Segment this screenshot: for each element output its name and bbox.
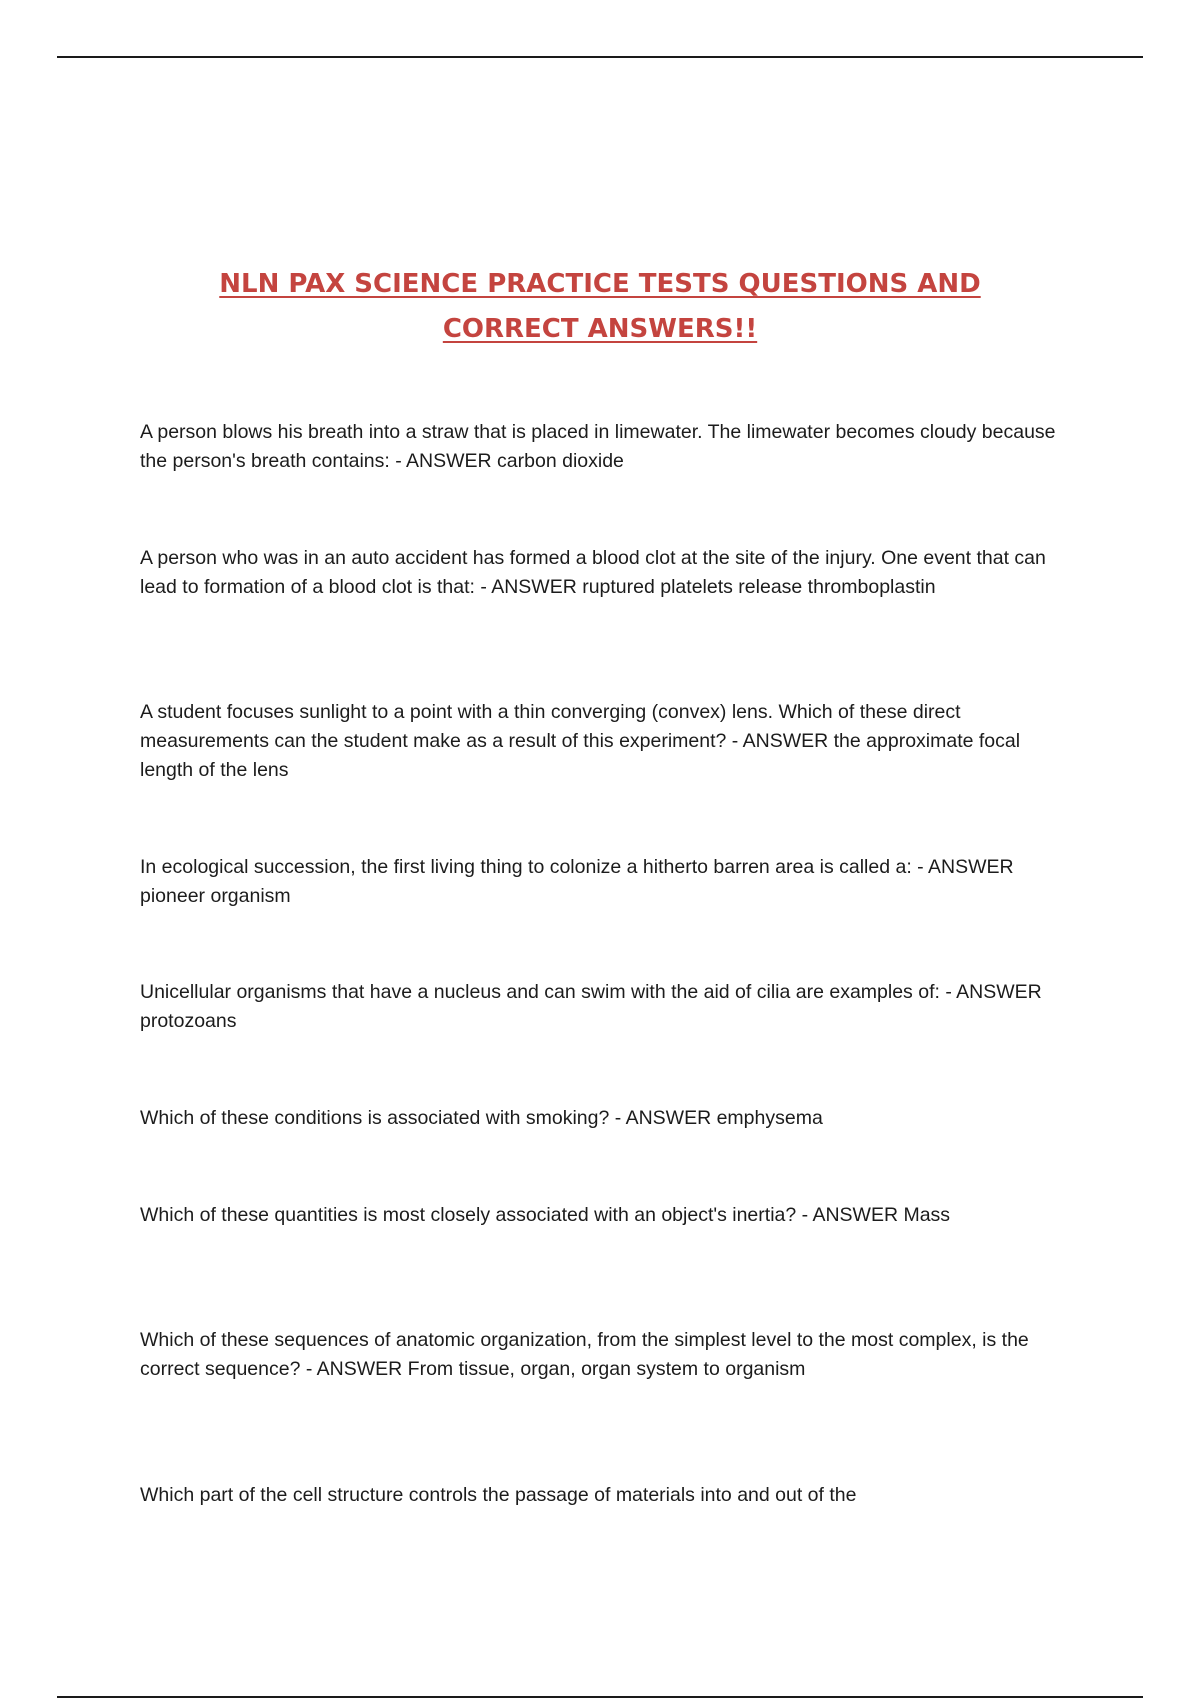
qa-item: Which part of the cell structure controls the passage of materials into and out of the [140,1484,857,1506]
qa-item: Unicellular organisms that have a nucleus and can swim with the aid of cilia are examples of: - ANSWER protozoans [140,981,1042,1032]
title-line-2: CORRECT ANSWERS!! [442,314,758,344]
qa-item: A person who was in an auto accident has formed a blood clot at the site of the injury. One event that can lead to formation of a blood clot is that: - ANSWER ruptured platelets release thromboplastin [140,547,1046,598]
qa-item: Which of these conditions is associated with smoking? - ANSWER emphysema [140,1107,823,1129]
qa-item: Which of these quantities is most closely associated with an object's inertia? - ANSWER Mass [140,1204,951,1226]
title-line-1: NLN PAX SCIENCE PRACTICE TESTS QUESTIONS AND [219,269,981,299]
question-answer-list [140,0,1070,1700]
qa-item: A person blows his breath into a straw that is placed in limewater. The limewater becomes cloudy because the person's breath contains: - ANSWER carbon dioxide [140,421,1056,472]
qa-item: In ecological succession, the first living thing to colonize a hitherto barren area is called a: - ANSWER pioneer organism [140,856,1014,907]
bottom-divider [57,1696,1143,1698]
qa-item: Which of these sequences of anatomic organization, from the simplest level to the most complex, is the correct sequence? - ANSWER From tissue, organ, organ system to organism [140,1329,1029,1380]
qa-item: A student focuses sunlight to a point with a thin converging (convex) lens. Which of these direct measurements can the student make as a result of this experiment? - ANSWER the approximate focal length of the lens [140,701,1021,781]
